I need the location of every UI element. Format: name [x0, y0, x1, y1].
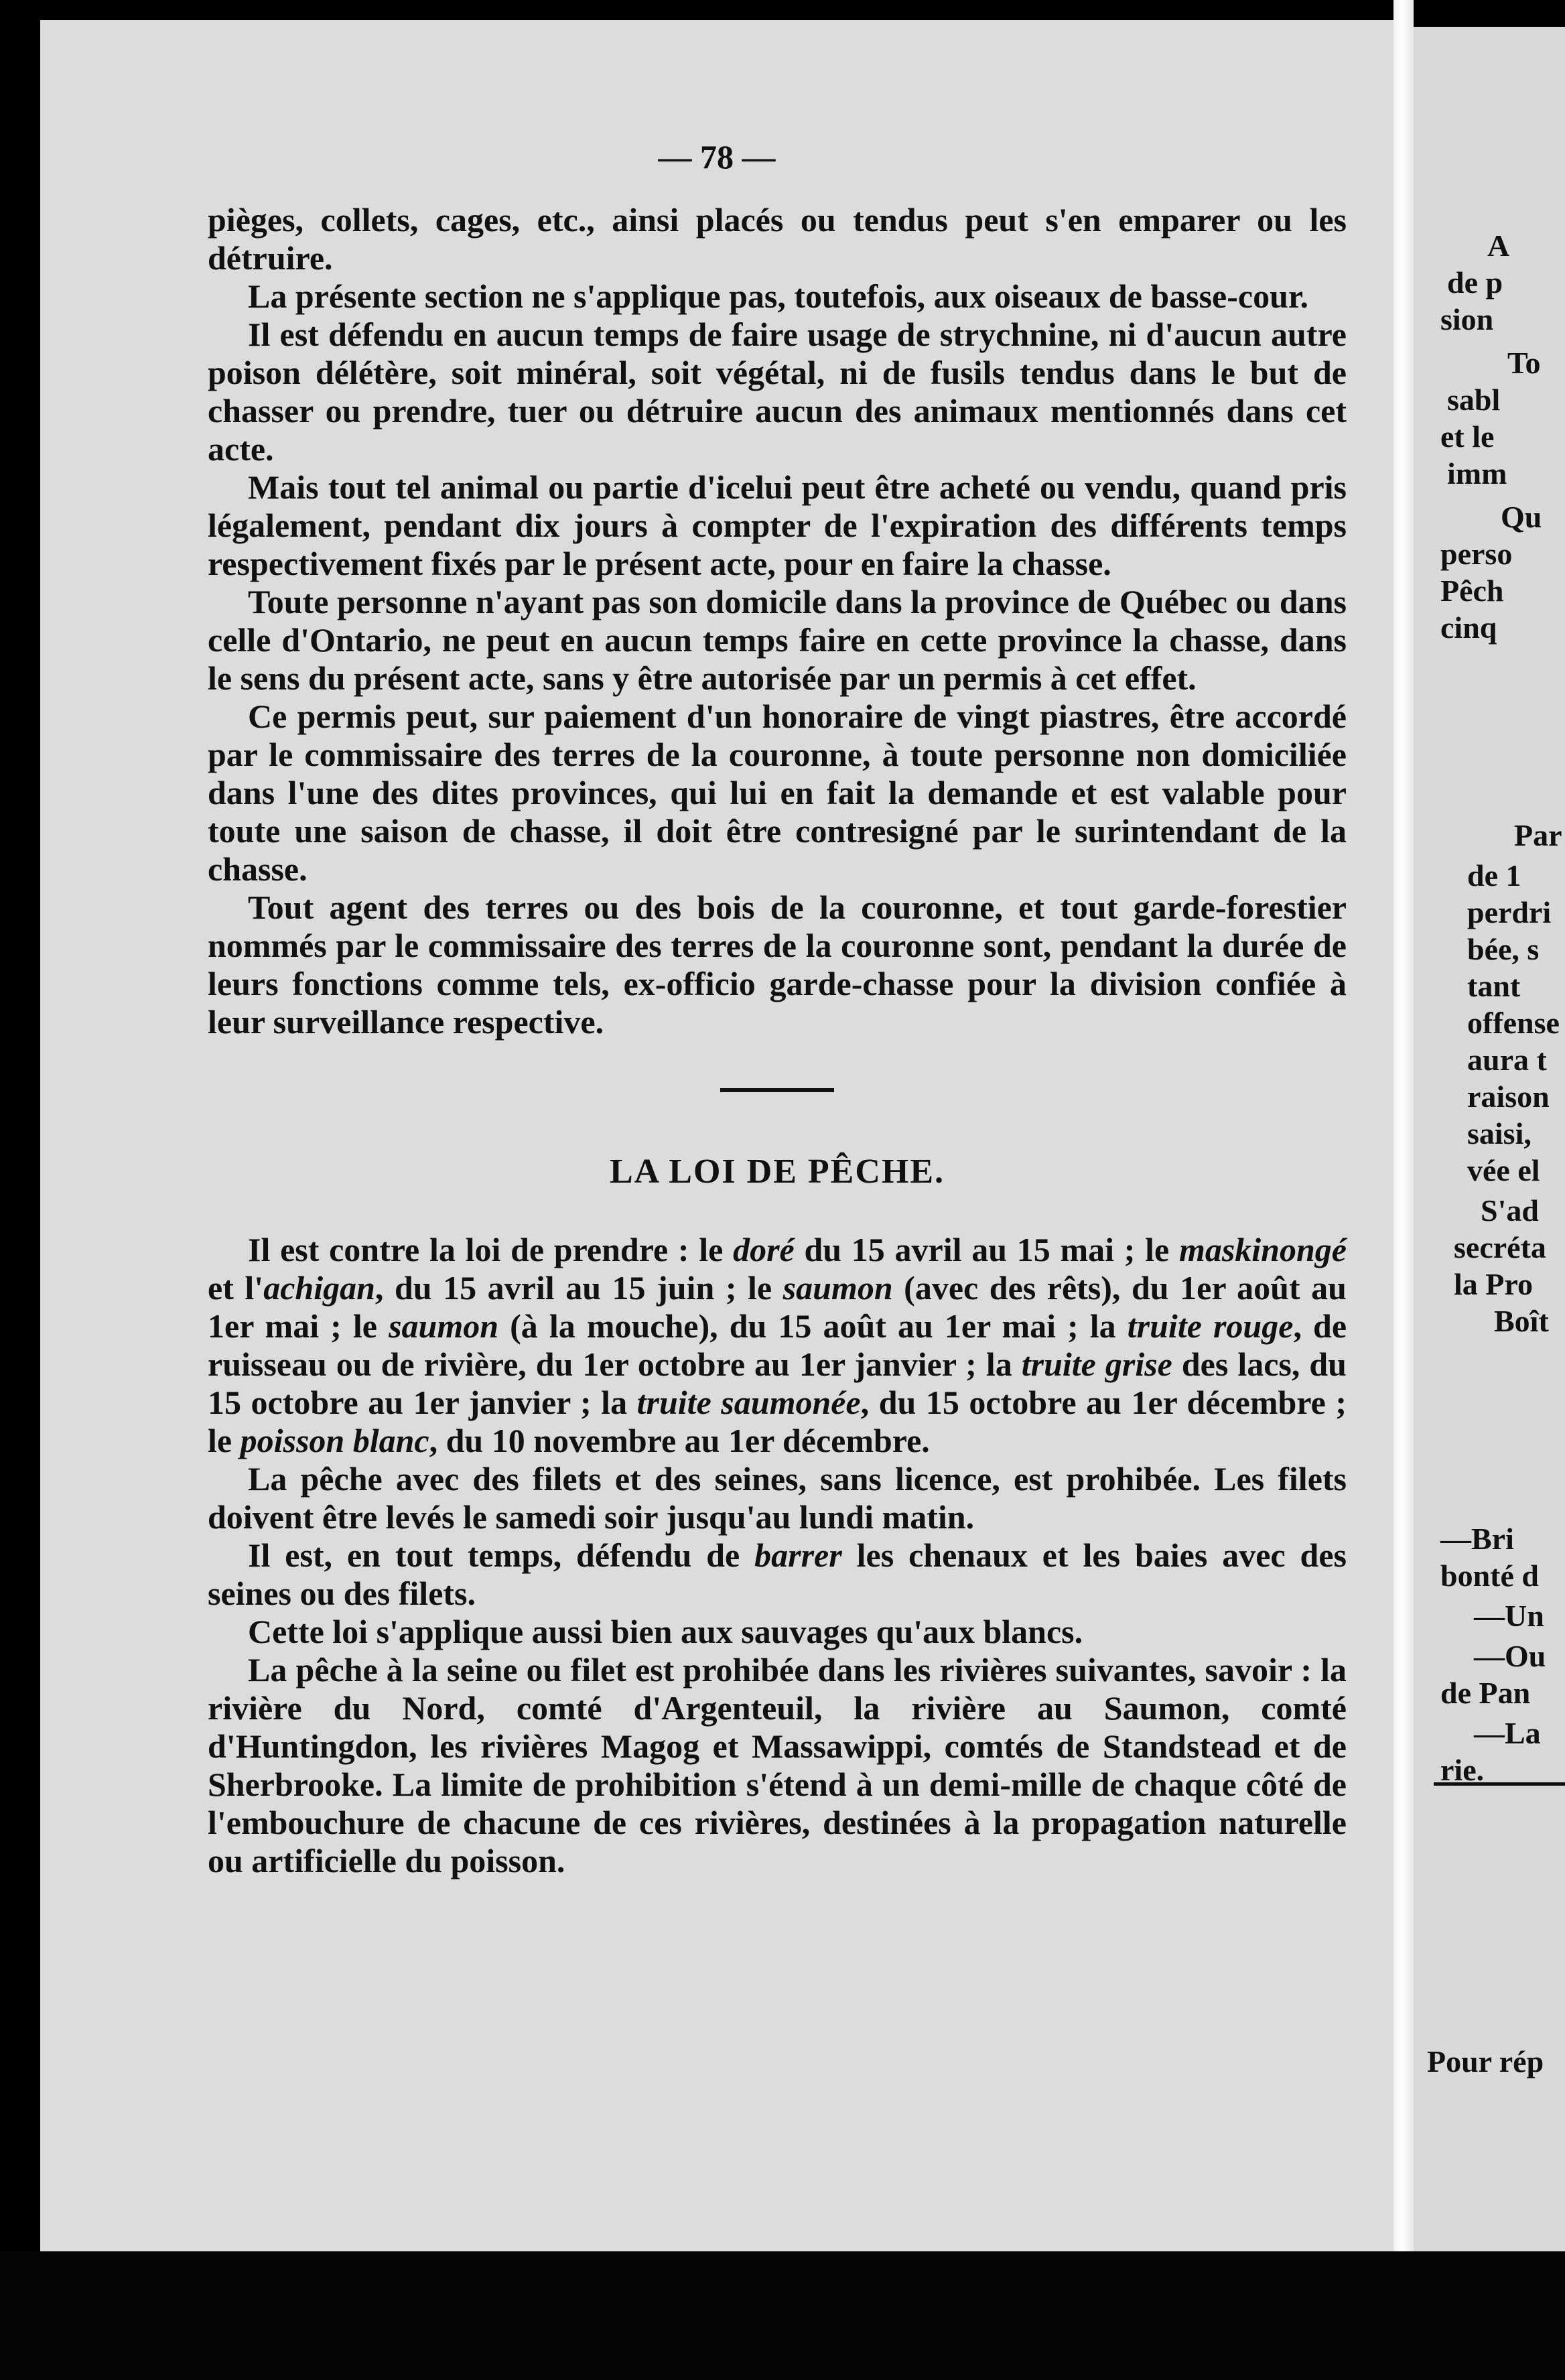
paragraph: La pêche à la seine ou filet est prohibée dans les rivières suivantes, savoir : la rivière du Nord, comté d'Argenteuil, la rivière au Saumon, comté d'Huntingdon, les rivières Magog et Massawippi, comtés de Standstead et de Sherbrooke. La limite de prohibition s'étend à un demi-mille de chaque côté de l'embouchure de chacune de ces rivières, destinées à la propagation naturelle ou artificielle du poisson. [208, 1651, 1347, 1879]
right-page-line: perso [1440, 537, 1513, 571]
paragraph: Mais tout tel animal ou partie d'icelui peut être acheté ou vendu, quand pris légalement, pendant dix jours à compter de l'expiration des différents temps respectivement fixés par le présent acte, pour en faire la chasse. [208, 468, 1347, 582]
right-page-line: Pêch [1440, 574, 1504, 608]
right-page-line: de p [1447, 265, 1503, 300]
right-page-line: perdri [1467, 895, 1552, 929]
right-page-line: la Pro [1454, 1267, 1533, 1301]
right-page-line: secréta [1454, 1230, 1546, 1264]
paragraph: La pêche avec des filets et des seines, sans licence, est prohibée. Les filets doivent être levés le samedi soir jusqu'au lundi matin. [208, 1460, 1347, 1536]
right-page-line: To [1507, 346, 1541, 380]
right-page-line: bonté d [1440, 1559, 1539, 1593]
paragraph: Ce permis peut, sur paiement d'un honoraire de vingt piastres, être accordé par le commissaire des terres de la couronne, à toute personne non domiciliée dans l'une des dites provinces, qui lui en fait la demande et est valable pour toute une saison de chasse, il doit être contresigné par le surintendant de la chasse. [208, 698, 1347, 888]
paragraph: La présente section ne s'applique pas, toutefois, aux oiseaux de basse-cour. [248, 277, 1308, 315]
right-page-divider [1434, 1782, 1565, 1786]
section-title: LA LOI DE PÊCHE. [609, 1152, 945, 1191]
right-page-line: —La [1474, 1716, 1541, 1750]
right-page-line: sabl [1447, 383, 1501, 417]
paragraph: Il est défendu en aucun temps de faire usage de strychnine, ni d'aucun autre poison délétère, soit minéral, soit végétal, ni de fusils tendus dans le but de chasser ou prendre, tuer ou détruire aucun des animaux mentionnés dans cet acte. [208, 316, 1347, 468]
scan-border [0, 2251, 1565, 2380]
page-number: — 78 — [658, 138, 776, 176]
right-page-partial [1414, 27, 1565, 2258]
right-page-line: bée, s [1467, 932, 1540, 966]
right-page-line: Pour rép [1427, 2044, 1544, 2078]
right-page-line: Boît [1494, 1304, 1549, 1338]
right-page-line: A [1487, 228, 1510, 263]
right-page-line: vée el [1467, 1153, 1540, 1187]
right-page-line: de 1 [1467, 858, 1521, 892]
section-divider [720, 1088, 834, 1092]
right-page-line: —Un [1474, 1599, 1544, 1633]
right-page-line: Qu [1501, 500, 1542, 534]
right-page-line: raison [1467, 1079, 1550, 1114]
right-page-line: cinq [1440, 610, 1497, 645]
paragraph: Tout agent des terres ou des bois de la couronne, et tout garde-forestier nommés par le commissaire des terres de la couronne sont, pendant la durée de leurs fonctions comme tels, ex-officio garde-chasse pour la division confiée à leur surveillance respective. [208, 888, 1347, 1041]
right-page-line: saisi, [1467, 1116, 1532, 1150]
right-page-line: sion [1440, 302, 1494, 336]
paragraph: Toute personne n'ayant pas son domicile dans la province de Québec ou dans celle d'Ontario, ne peut en aucun temps faire en cette province la chasse, dans le sens du présent acte, sans y être autorisée par un permis à cet effet. [208, 583, 1347, 697]
right-page-line: —Ou [1474, 1639, 1546, 1673]
right-page-line: et le [1440, 419, 1495, 454]
page-fold [1393, 0, 1414, 2380]
right-page-line: —Bri [1440, 1522, 1514, 1556]
left-page [40, 20, 1393, 2251]
right-page-line: S'ad [1481, 1193, 1539, 1228]
right-page-line: aura t [1467, 1043, 1547, 1077]
paragraph: pièges, collets, cages, etc., ainsi placés ou tendus peut s'en emparer ou les détruire. [208, 201, 1347, 277]
paragraph: Il est, en tout temps, défendu de barrer les chenaux et les baies avec des seines ou des filets. [208, 1536, 1347, 1612]
main-text [208, 201, 1347, 1880]
right-page-line: tant [1467, 969, 1521, 1003]
paragraph: Cette loi s'applique aussi bien aux sauvages qu'aux blancs. [248, 1613, 1083, 1650]
right-page-line: offense [1467, 1006, 1560, 1040]
paragraph-peche-seasons: Il est contre la loi de prendre : le doré du 15 avril au 15 mai ; le maskinongé et l'achigan, du 15 avril au 15 juin ; le saumon (avec des rêts), du 1er août au 1er mai ; le saumon (à la mouche), du 15 août au 1er mai ; la truite rouge, de ruisseau ou de rivière, du 1er octobre au 1er janvier ; la truite grise des lacs, du 15 octobre au 1er janvier ; la truite saumonée, du 15 octobre au 1er décembre ; le poisson blanc, du 10 novembre au 1er décembre. [208, 1231, 1347, 1459]
right-page-line: de Pan [1440, 1676, 1531, 1710]
right-page-line: imm [1447, 456, 1507, 490]
right-page-line: rie. [1440, 1753, 1485, 1787]
right-page-line: Par [1514, 818, 1562, 852]
